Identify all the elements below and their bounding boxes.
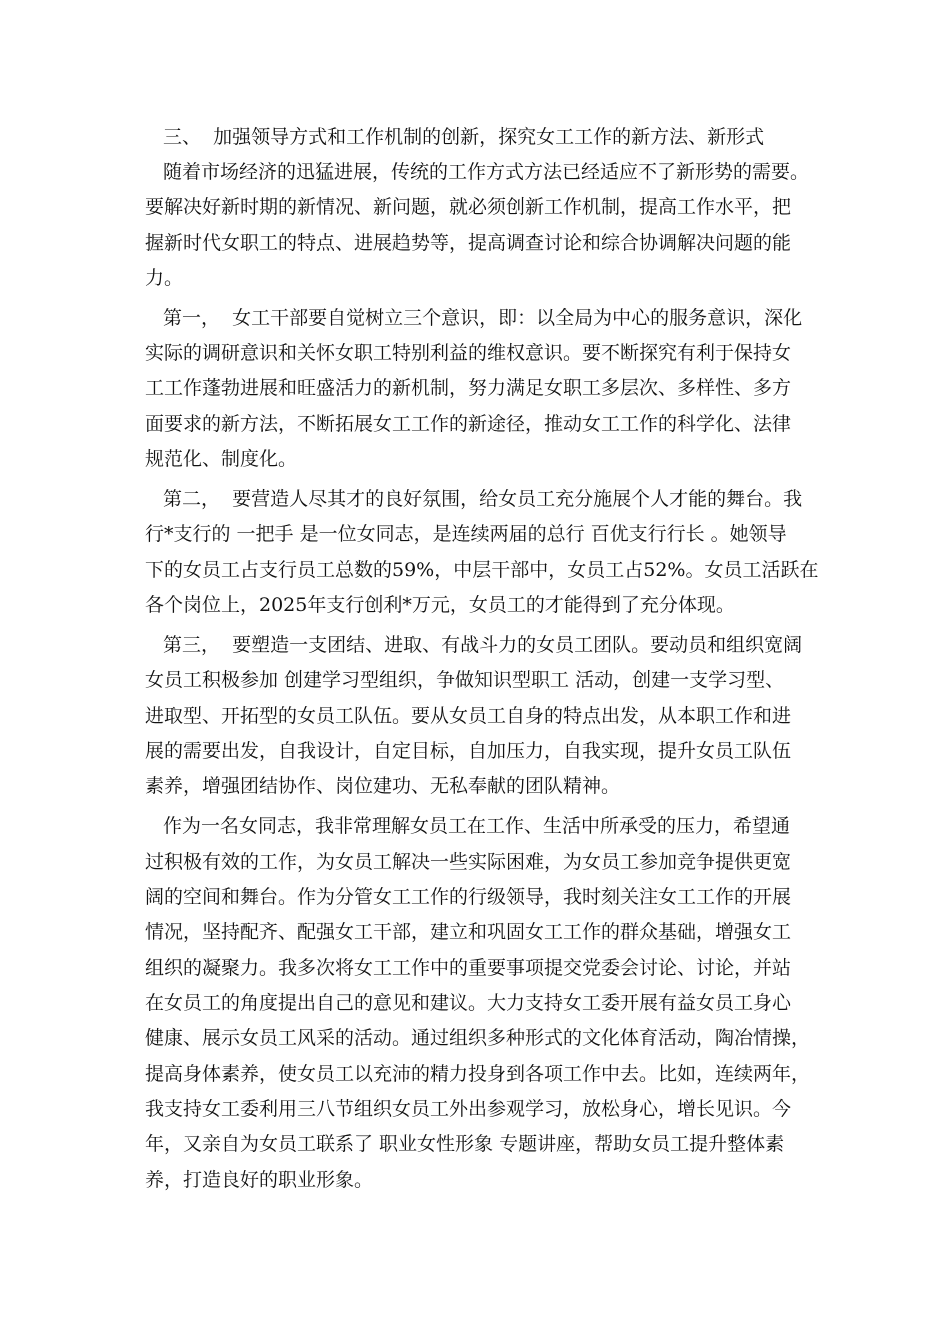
paragraph-line: 年，又亲自为女员工联系了 职业女性形象 专题讲座，帮助女员工提升整体素 (145, 1133, 785, 1155)
paragraph-line: 第一， 女工干部要自觉树立三个意识，即：以全局为中心的服务意识，深化 (163, 307, 803, 329)
paragraph-line: 在女员工的角度提出自己的意见和建议。大力支持女工委开展有益女员工身心 (145, 992, 792, 1014)
paragraph-line: 力。 (145, 267, 184, 289)
paragraph-line: 提高身体素养，使女员工以充沛的精力投身到各项工作中去。比如，连续两年， (145, 1063, 811, 1085)
section-heading: 三、 加强领导方式和工作机制的创新，探究女工工作的新方法、新形式 (163, 126, 765, 148)
paragraph-line: 规范化、制度化。 (145, 448, 298, 470)
paragraph-line: 我支持女工委利用三八节组织女员工外出参观学习，放松身心，增长见识。今 (145, 1098, 792, 1120)
paragraph-line: 过积极有效的工作，为女员工解决一些实际困难，为女员工参加竞争提供更宽 (145, 851, 792, 873)
paragraph-line: 第二， 要营造人尽其才的良好氛围，给女员工充分施展个人才能的舞台。我 (163, 488, 803, 510)
paragraph-line: 面要求的新方法，不断拓展女工工作的新途径，推动女工工作的科学化、法律 (145, 413, 792, 435)
paragraph-line: 实际的调研意识和关怀女职工特别利益的维权意识。要不断探究有利于保持女 (145, 342, 792, 364)
paragraph-line: 第三， 要塑造一支团结、进取、有战斗力的女员工团队。要动员和组织宽阔 (163, 634, 803, 656)
paragraph-line: 握新时代女职工的特点、进展趋势等，提高调查讨论和综合协调解决问题的能 (145, 232, 792, 254)
paragraph-line: 展的需要出发，自我设计，自定目标，自加压力，自我实现，提升女员工队伍 (145, 740, 792, 762)
paragraph-line: 养，打造良好的职业形象。 (145, 1169, 374, 1191)
paragraph-line: 各个岗位上，2025年支行创利*万元，女员工的才能得到了充分体现。 (145, 594, 735, 616)
paragraph-line: 要解决好新时期的新情况、新问题，就必须创新工作机制，提高工作水平，把 (145, 196, 792, 218)
paragraph-line: 随着市场经济的迅猛进展，传统的工作方式方法已经适应不了新形势的需要。 (163, 161, 810, 183)
paragraph-line: 组织的凝聚力。我多次将女工工作中的重要事项提交党委会讨论、讨论，并站 (145, 957, 792, 979)
paragraph-line: 女员工积极参加 创建学习型组织，争做知识型职工 活动，创建一支学习型、 (145, 669, 785, 691)
paragraph-line: 下的女员工占支行员工总数的59%，中层干部中，女员工占52%。女员工活跃在 (145, 559, 819, 581)
paragraph-line: 工工作蓬勃进展和旺盛活力的新机制，努力满足女职工多层次、多样性、多方 (145, 377, 792, 399)
paragraph-line: 作为一名女同志，我非常理解女员工在工作、生活中所承受的压力，希望通 (163, 815, 791, 837)
paragraph-line: 素养，增强团结协作、岗位建功、无私奉献的团队精神。 (145, 775, 621, 797)
paragraph-line: 行*支行的 一把手 是一位女同志，是连续两届的总行 百优支行行长 。她领导 (145, 523, 787, 545)
paragraph-line: 进取型、开拓型的女员工队伍。要从女员工自身的特点出发，从本职工作和进 (145, 705, 792, 727)
paragraph-line: 健康、展示女员工风采的活动。通过组织多种形式的文化体育活动，陶冶情操， (145, 1027, 811, 1049)
paragraph-line: 情况，坚持配齐、配强女工干部，建立和巩固女工工作的群众基础，增强女工 (145, 921, 792, 943)
paragraph-line: 阔的空间和舞台。作为分管女工工作的行级领导，我时刻关注女工工作的开展 (145, 886, 792, 908)
